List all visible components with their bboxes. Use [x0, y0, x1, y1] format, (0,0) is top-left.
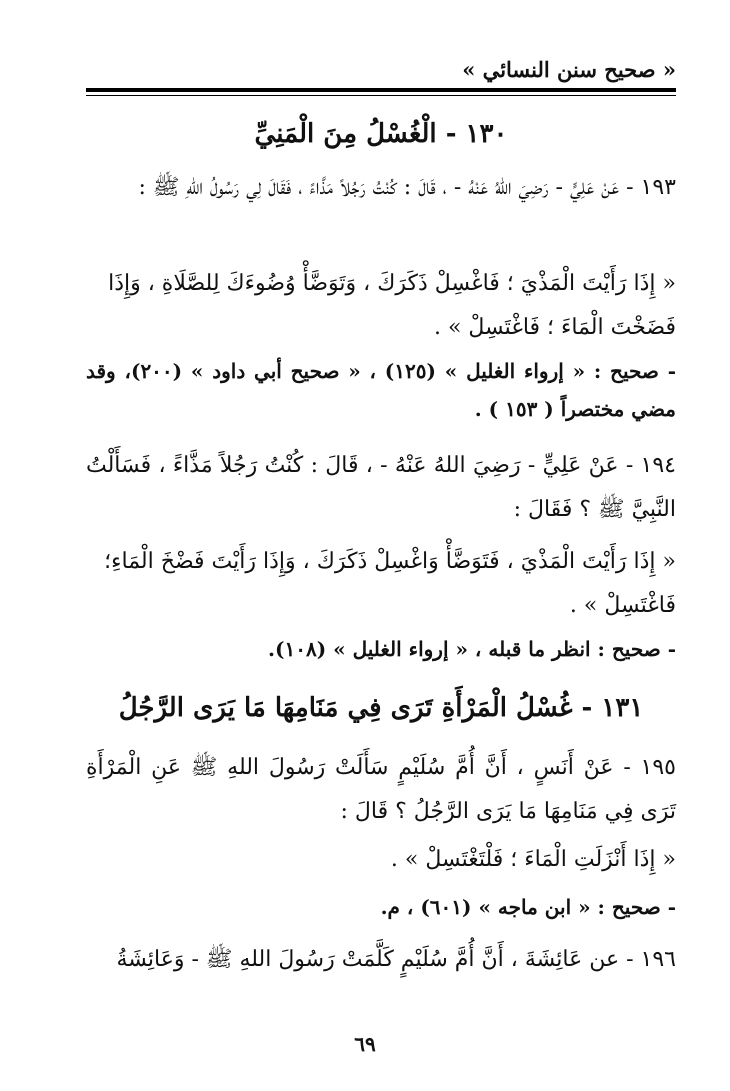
hadith-193-quote: « إِذَا رَأَيْتَ الْمَذْيَ ؛ فَاغْسِلْ ذَكَرَكَ ، وَتَوَضَّأْ وُضُوءَكَ لِلصَّلَاةِ ، وَإِذَا فَضَخْتَ الْمَاءَ ؛ فَاغْتَسِلْ » .	[108, 271, 676, 340]
hadith-195-text: ١٩٥ - عَنْ أَنَسٍ ، أَنَّ أُمَّ سُلَيْمٍ سَأَلَتْ رَسُولَ اللهِ ﷺ عَنِ الْمَرْأَةِ تَرَى فِي مَنَامِهَا مَا يَرَى الرَّجُلُ ؟ قَالَ :	[86, 755, 676, 824]
hadith-194-text: ١٩٤ - عَنْ عَلِيٍّ - رَضِيَ اللهُ عَنْهُ - ، قَالَ : كُنْتُ رَجُلاً مَذَّاءً ، فَسَأَلْتُ النَّبِيَّ ﷺ ؟ فَقَالَ :	[86, 453, 676, 522]
page-number: ٦٩	[354, 1032, 376, 1056]
header-rule-thin	[86, 95, 676, 96]
hadith-194-quote: « إِذَا رَأَيْتَ الْمَذْيَ ، فَتَوَضَّأْ وَاغْسِلْ ذَكَرَكَ ، وَإِذَا رَأَيْتَ فَضْخَ الْمَاءِ؛ فَاغْتَسِلْ » .	[104, 549, 676, 618]
hadith-196-text: ١٩٦ - عن عَائِشَةَ ، أَنَّ أُمَّ سُلَيْمٍ كَلَّمَتْ رَسُولَ اللهِ ﷺ - وَعَائِشَةُ	[116, 947, 676, 972]
hadith-193-grade: - صحيح : « إرواء الغليل » (١٢٥) ، « صحيح أبي داود » (٢٠٠)، وقد مضي مختصراً ( ١٥٣ ) .	[86, 359, 676, 421]
chapter-heading-131: ١٣١ - غُسْلُ الْمَرْأَةِ تَرَى فِي مَنَامِهَا مَا يَرَى الرَّجُلُ	[118, 693, 644, 723]
hadith-195-grade: - صحيح : « ابن ماجه » (٦٠١) ، م.	[380, 895, 676, 919]
hadith-193-text: ١٩٣ - عَنْ عَلِيٍّ - رَضِيَ اللهُ عَنْهُ - ، قَالَ : كُنْتُ رَجُلاً مَذَّاءً ، فَقَالَ لِي رَسُولُ اللهِ ﷺ :	[138, 175, 676, 200]
hadith-195-quote: « إِذَا أَنْزَلَتِ الْمَاءَ ؛ فَلْتَغْتَسِلْ » .	[390, 847, 676, 872]
running-header-title: « صحيح سنن النسائي »	[462, 57, 676, 82]
chapter-heading-130: ١٣٠ - الْغُسْلُ مِنَ الْمَنِيِّ	[254, 119, 508, 149]
header-rule-thick	[86, 88, 676, 92]
hadith-194-grade: - صحيح : انظر ما قبله ، « إرواء الغليل » (١٠٨).	[268, 637, 676, 661]
